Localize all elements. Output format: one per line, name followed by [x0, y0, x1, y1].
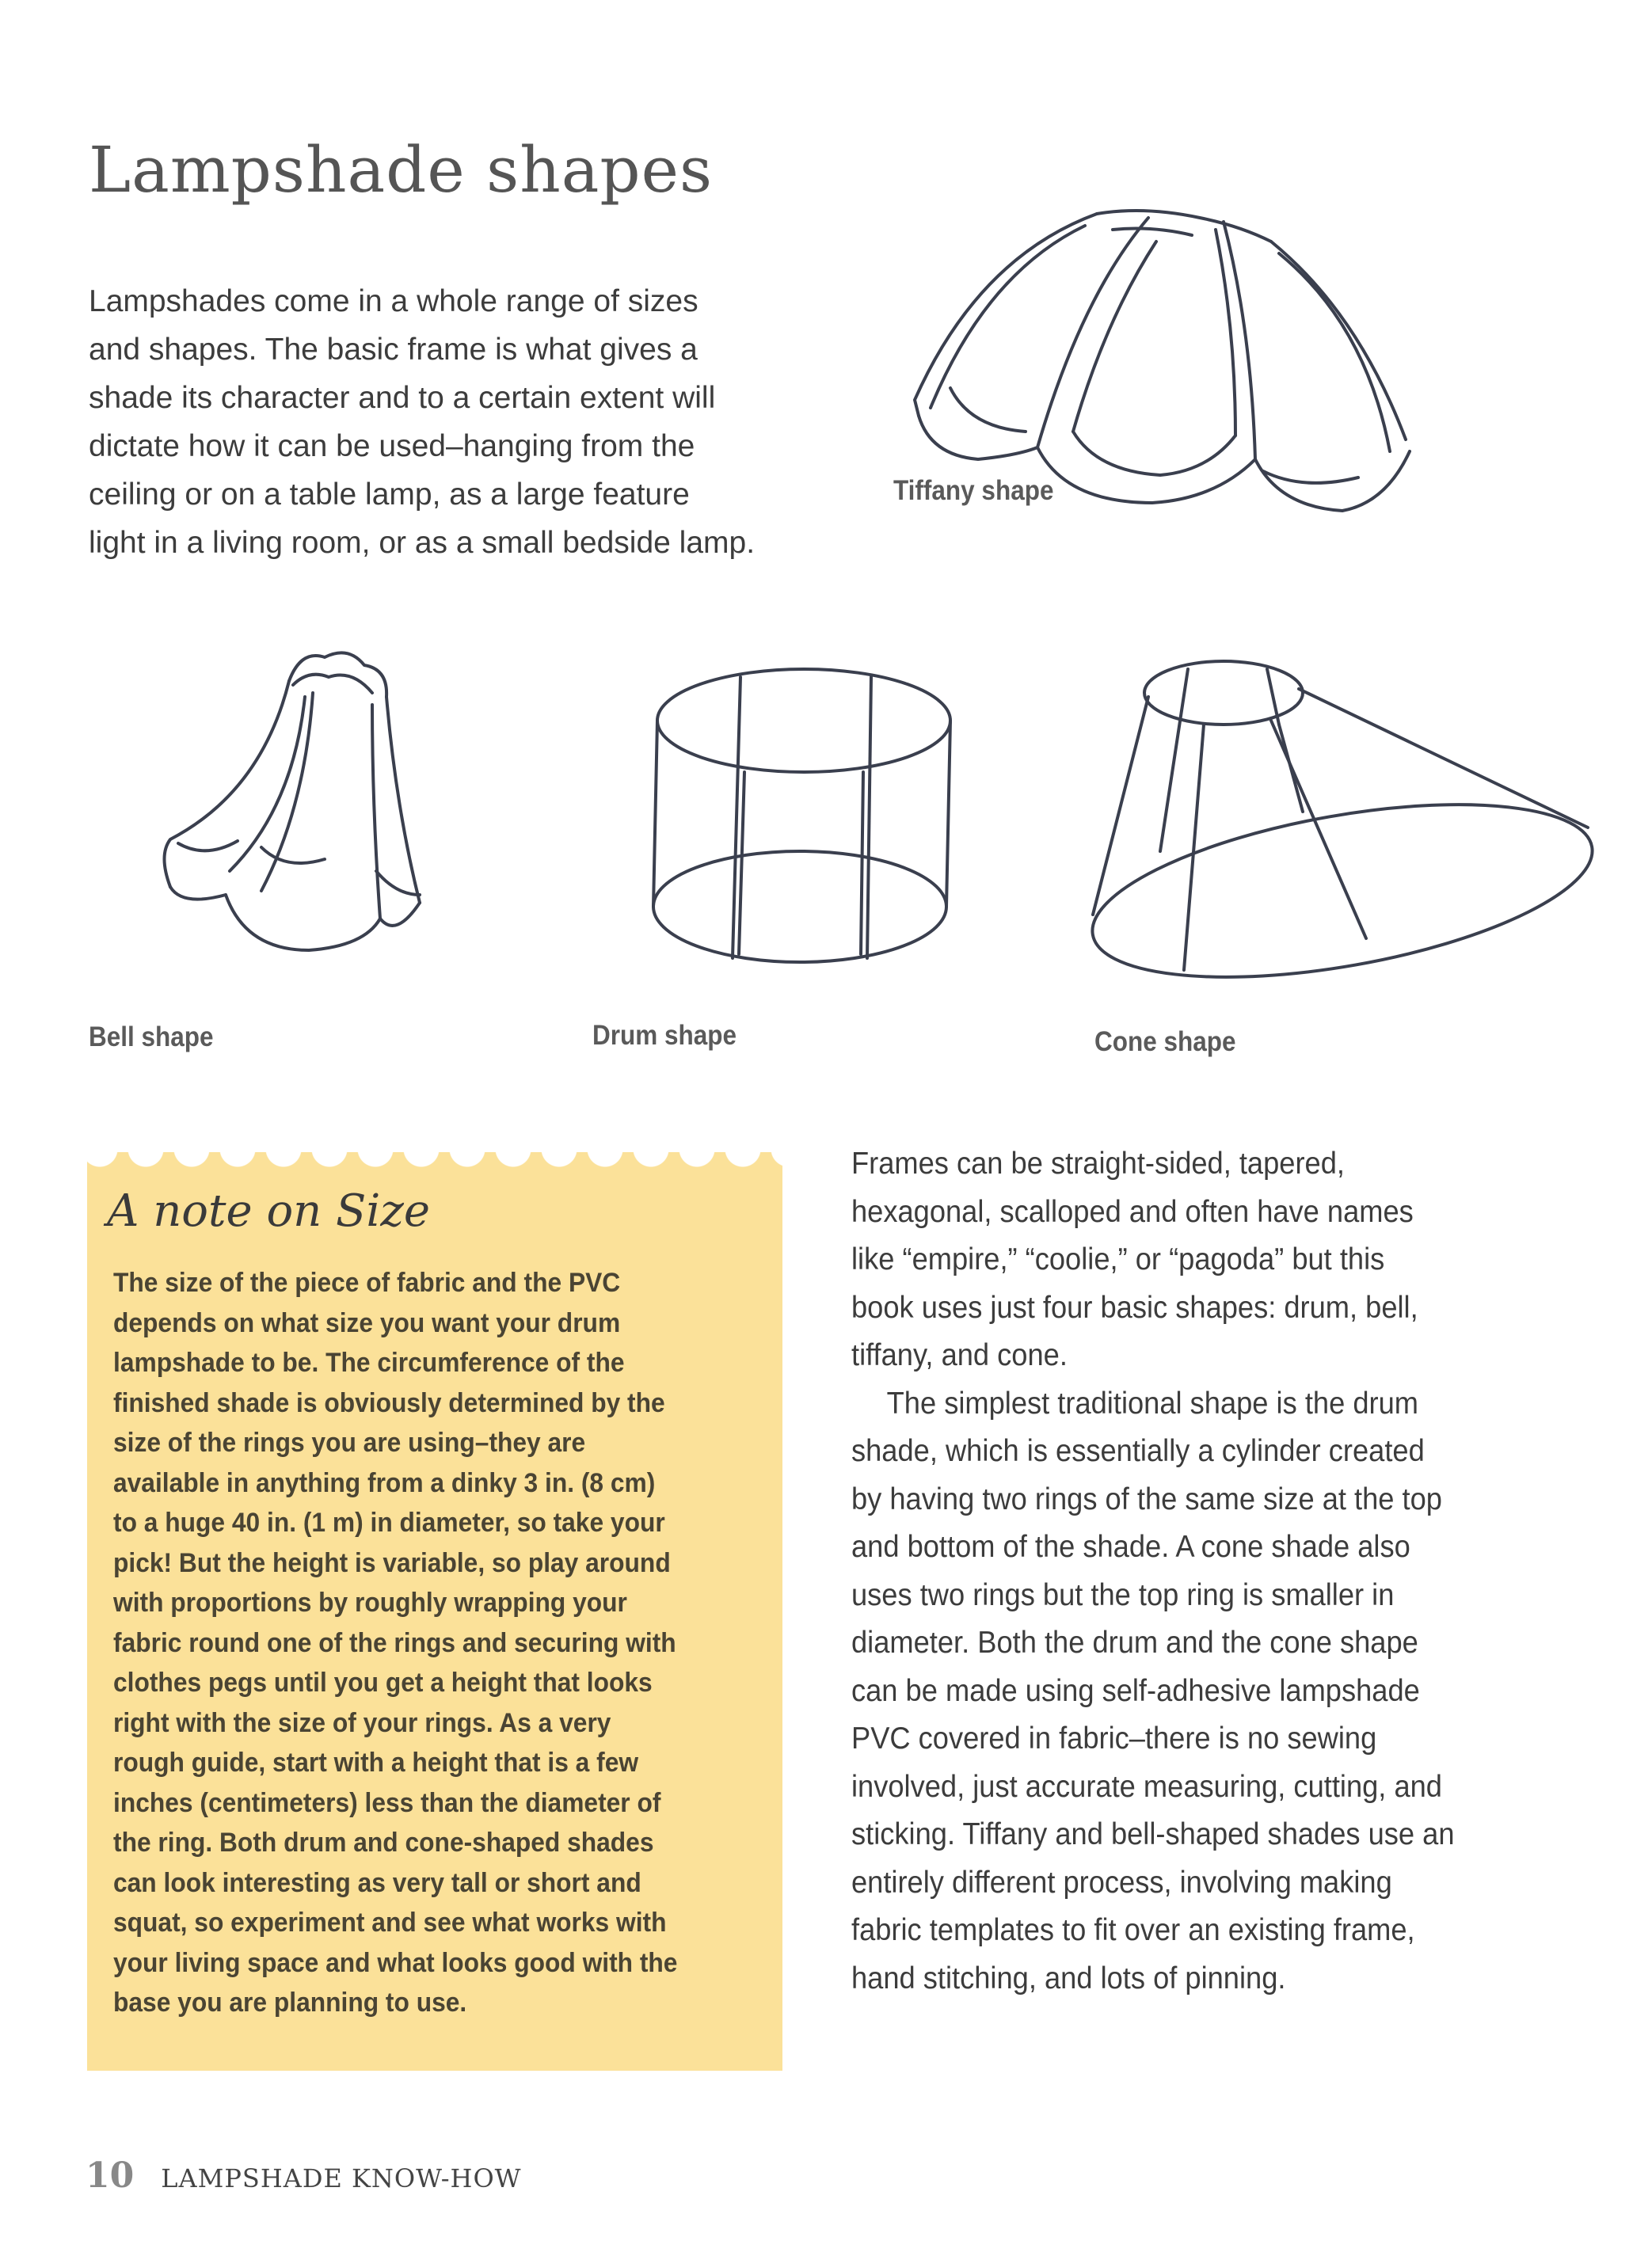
scalloped-edge	[87, 1152, 782, 1176]
note-body	[113, 1263, 771, 2023]
body-line: uses two rings but the top ring is smaller in	[851, 1577, 1395, 1612]
body-line: book uses just four basic shapes: drum, bell,	[851, 1290, 1418, 1325]
intro-line: dictate how it can be used–hanging from the	[89, 429, 695, 463]
right-column-text	[851, 1140, 1564, 2003]
body-line: shade, which is essentially a cylinder created	[851, 1434, 1425, 1468]
note-line: squat, so experiment and see what works with	[113, 1908, 667, 1938]
note-line: pick! But the height is variable, so play around	[113, 1547, 671, 1578]
note-line: to a huge 40 in. (1 m) in diameter, so take your	[113, 1508, 665, 1538]
note-line: clothes pegs until you get a height that looks	[113, 1668, 653, 1698]
body-line: involved, just accurate measuring, cutting, and	[851, 1769, 1442, 1804]
note-on-size-box	[87, 1152, 782, 2071]
note-line: lampshade to be. The circumference of the	[113, 1348, 625, 1378]
body-line: can be made using self-adhesive lampshade	[851, 1673, 1420, 1708]
note-line: finished shade is obviously determined by the	[113, 1387, 665, 1418]
page-footer	[86, 2155, 522, 2196]
drum-caption: Drum shape	[592, 1020, 737, 1051]
intro-line: light in a living room, or as a small bedside lamp.	[89, 526, 756, 560]
body-line: Frames can be straight-sided, tapered,	[851, 1147, 1345, 1181]
note-line: your living space and what looks good with the	[113, 1947, 678, 1978]
note-line: The size of the piece of fabric and the PVC	[113, 1268, 621, 1298]
note-line: depends on what size you want your drum	[113, 1307, 621, 1338]
intro-line: shade its character and to a certain extent will	[89, 381, 716, 415]
note-line: rough guide, start with a height that is a few	[113, 1748, 639, 1778]
intro-line: Lampshades come in a whole range of sizes	[89, 284, 698, 318]
body-line: hand stitching, and lots of pinning.	[851, 1961, 1286, 1995]
note-title: A note on Size	[107, 1185, 430, 1237]
body-line: fabric templates to fit over an existing frame,	[851, 1913, 1415, 1947]
page-number: 10	[86, 2155, 135, 2196]
tiffany-lampshade-drawing-icon	[883, 186, 1457, 479]
note-line: available in anything from a dinky 3 in. (8 cm)	[113, 1467, 656, 1498]
body-line: diameter. Both the drum and the cone shape	[851, 1626, 1418, 1660]
bell-lampshade-drawing-icon	[135, 633, 483, 950]
note-line: size of the rings you are using–they are	[113, 1428, 586, 1458]
body-line: by having two rings of the same size at the top	[851, 1482, 1442, 1516]
intro-line: ceiling or on a table lamp, as a large feature	[89, 477, 690, 512]
body-line: hexagonal, scalloped and often have names	[851, 1194, 1414, 1229]
intro-paragraph	[89, 277, 801, 567]
drum-lampshade-drawing-icon	[645, 661, 962, 978]
body-line: and bottom of the shade. A cone shade also	[851, 1530, 1410, 1564]
cone-caption: Cone shape	[1094, 1026, 1236, 1057]
body-line: The simplest traditional shape is the drum	[886, 1386, 1418, 1421]
cone-lampshade-drawing-icon	[1081, 653, 1596, 978]
note-line: inches (centimeters) less than the diameter of	[113, 1787, 661, 1818]
intro-line: and shapes. The basic frame is what gives a	[89, 333, 698, 367]
note-line: base you are planning to use.	[113, 1988, 467, 2018]
tiffany-caption: Tiffany shape	[893, 475, 1054, 506]
page-title: Lampshade shapes	[89, 133, 714, 207]
note-line: the ring. Both drum and cone-shaped shades	[113, 1828, 654, 1858]
body-line: entirely different process, involving making	[851, 1865, 1392, 1900]
body-line: PVC covered in fabric–there is no sewing	[851, 1721, 1377, 1756]
note-line: fabric round one of the rings and securing with	[113, 1627, 676, 1658]
note-line: right with the size of your rings. As a very	[113, 1707, 611, 1738]
body-line: like “empire,” “coolie,” or “pagoda” but this	[851, 1242, 1385, 1276]
body-line: tiffany, and cone.	[851, 1338, 1068, 1372]
body-line: sticking. Tiffany and bell-shaped shades use an	[851, 1817, 1455, 1851]
note-line: can look interesting as very tall or short and	[113, 1867, 641, 1898]
note-line: with proportions by roughly wrapping your	[113, 1588, 627, 1618]
running-head: LAMPSHADE KNOW-HOW	[161, 2163, 522, 2193]
bell-caption: Bell shape	[89, 1021, 214, 1052]
